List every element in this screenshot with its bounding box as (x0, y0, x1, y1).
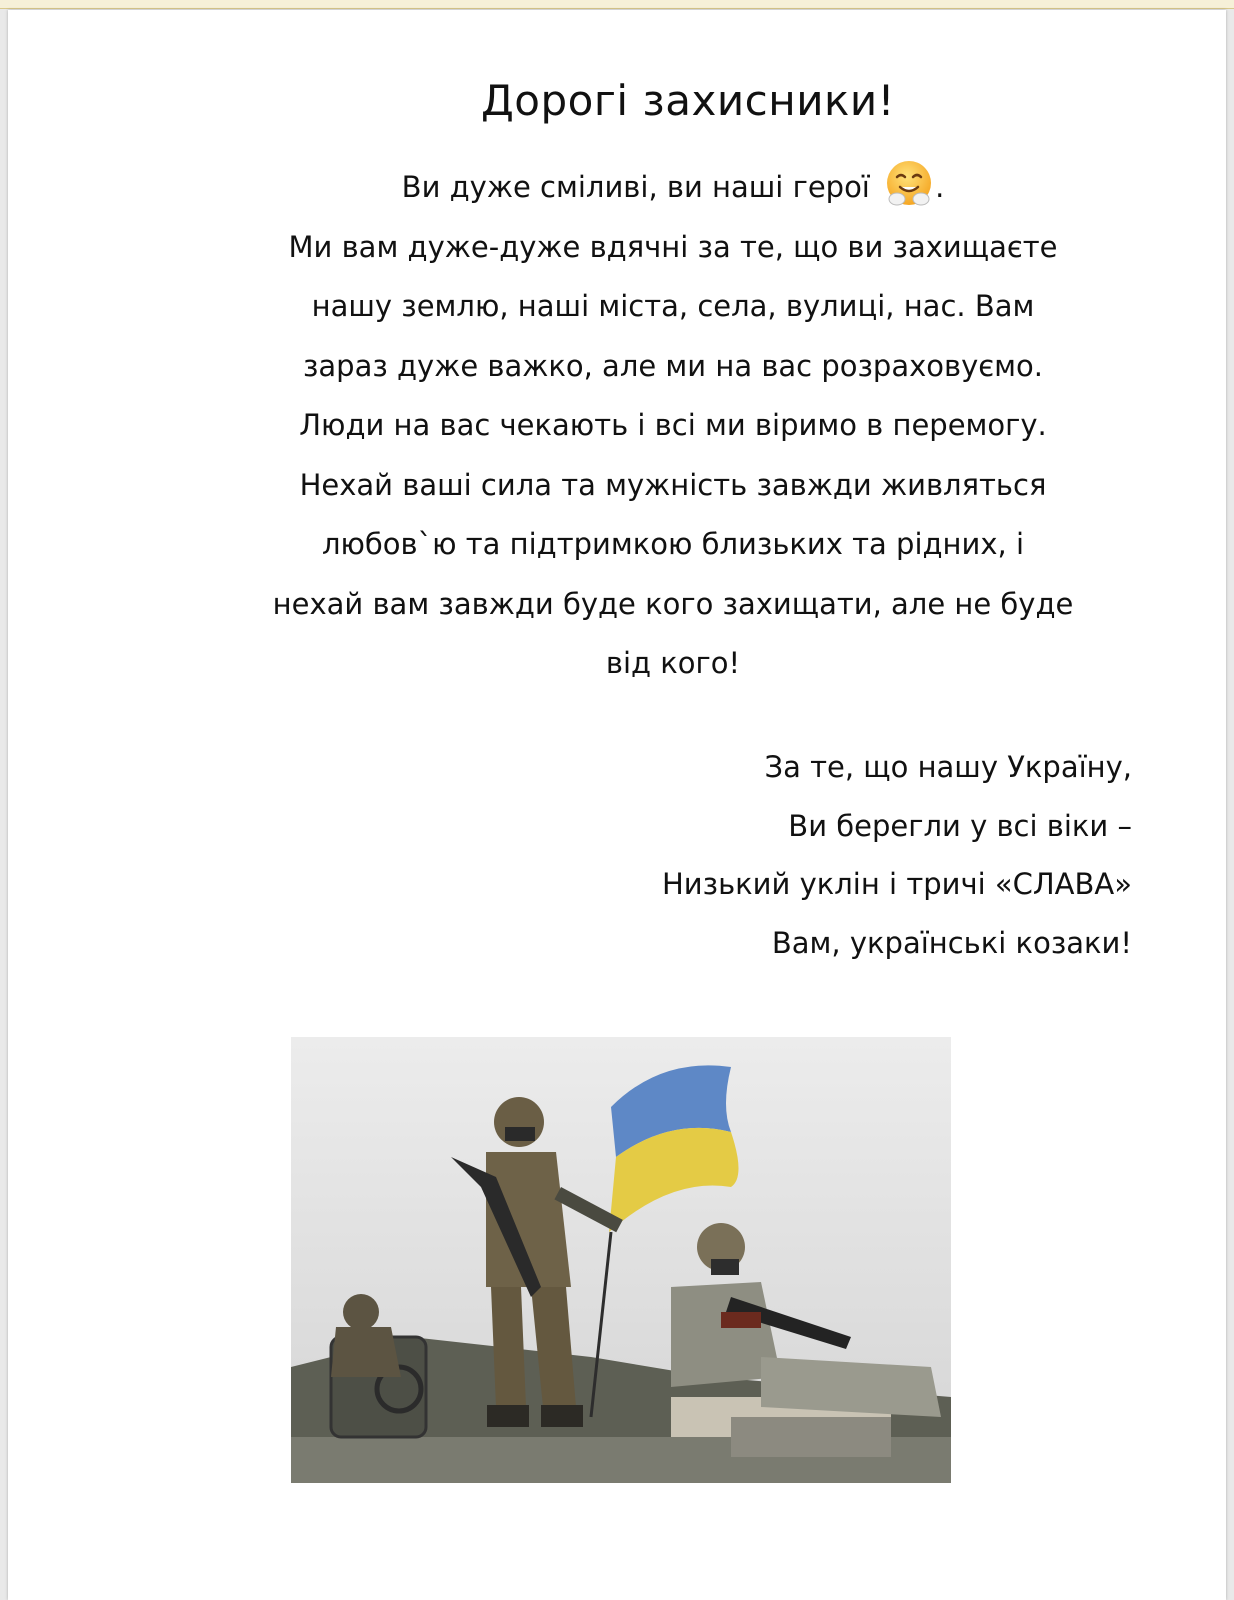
paragraph-line-7: любов`ю та підтримкою близьких та рідних, і (321, 527, 1025, 561)
hugging-face-icon (883, 159, 935, 211)
paragraph-line-1 (218, 158, 1128, 218)
page-title: Дорогі захисники! (480, 76, 896, 125)
document-page (8, 10, 1226, 1600)
soldiers-with-flag-photo (291, 1037, 951, 1483)
top-border-strip (0, 0, 1234, 9)
message-paragraph (218, 158, 1128, 694)
poem-line-1: За те, що нашу Україну, (764, 750, 1132, 784)
paragraph-line-4: зараз дуже важко, але ми на вас розраховуємо. (302, 348, 1044, 383)
poem-line-4: Вам, українські козаки! (771, 925, 1132, 960)
paragraph-line-8: нехай вам завжди буде кого захищати, але не буде (272, 586, 1074, 621)
paragraph-line-2: Ми вам дуже-дуже вдячні за те, що ви захищаєте (288, 229, 1058, 264)
paragraph-line-9: від кого! (605, 646, 741, 680)
paragraph-line-5: Люди на вас чекають і всі ми віримо в перемогу. (299, 408, 1047, 442)
paragraph-line-1-text: Ви дуже сміливі, ви наші герої (401, 170, 870, 204)
paragraph-line-6: Нехай ваші сила та мужність завжди живляться (299, 467, 1047, 502)
paragraph-line-3: нашу землю, наші міста, села, вулиці, нас. Вам (311, 289, 1035, 323)
poem-line-3: Низький уклін і тричі «СЛАВА» (662, 867, 1132, 901)
paragraph-line-1-suffix: . (935, 170, 945, 204)
photo-illustration (291, 1037, 951, 1483)
poem-stanza (662, 738, 1132, 972)
poem-line-2: Ви берегли у всі віки – (788, 808, 1132, 843)
